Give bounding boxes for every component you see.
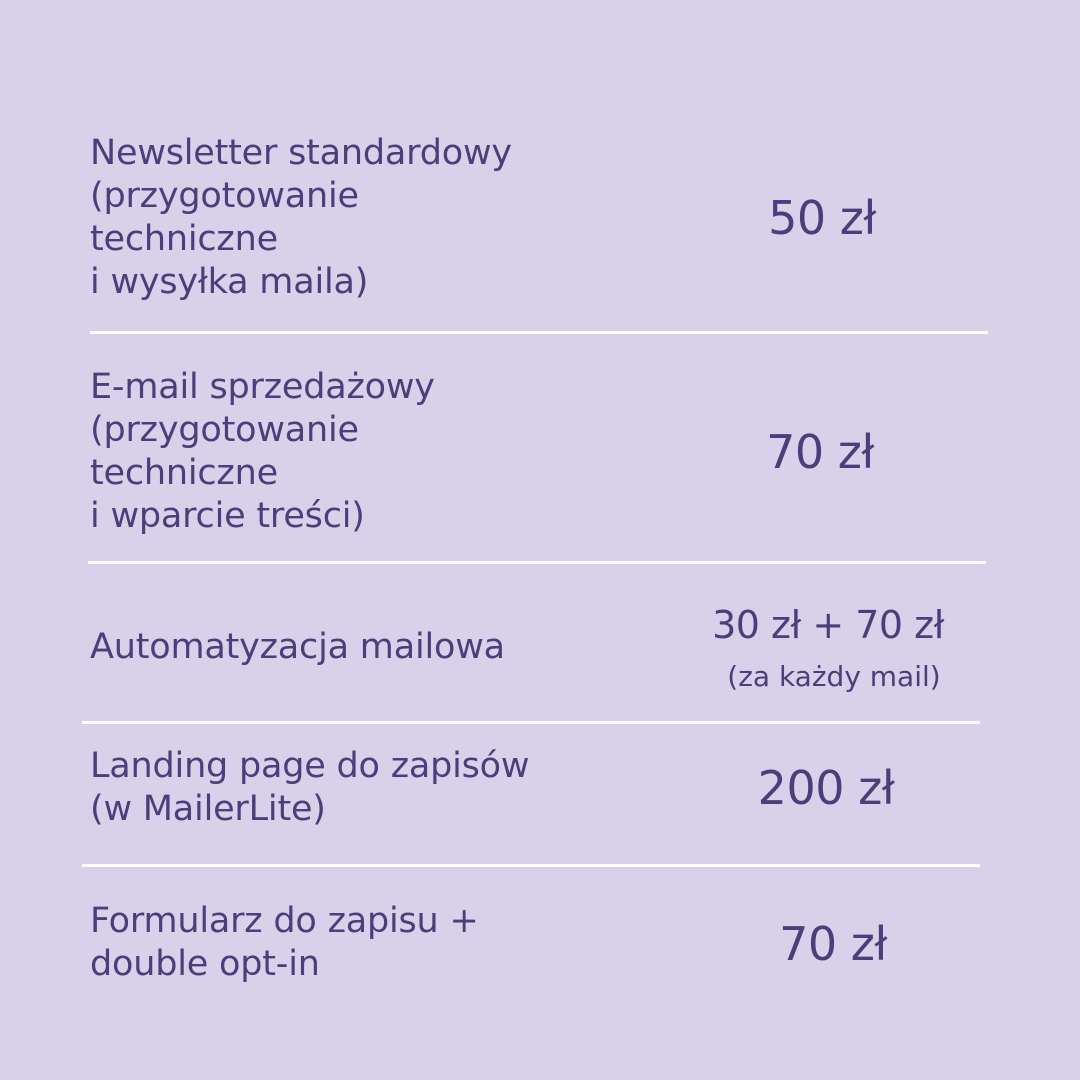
service-name: Landing page do zapisów (w MailerLite) (90, 746, 530, 829)
service-name: Automatyzacja mailowa (90, 627, 505, 667)
service-name: E-mail sprzedażowy (przygotowanie techniczne i wparcie treści) (90, 367, 435, 536)
service-name: Newsletter standardowy (przygotowanie techniczne i wysyłka maila) (90, 133, 512, 302)
service-name: Formularz do zapisu + double opt-in (90, 901, 479, 984)
service-price: 30 zł + 70 zł (712, 603, 944, 647)
divider (88, 561, 986, 564)
divider (82, 721, 980, 724)
service-price: 70 zł (766, 425, 874, 479)
service-price: 200 zł (757, 761, 895, 815)
divider (90, 331, 988, 334)
divider (82, 864, 980, 867)
price-note: (za każdy mail) (727, 660, 941, 693)
service-price: 50 zł (768, 191, 876, 245)
service-price: 70 zł (779, 917, 887, 971)
